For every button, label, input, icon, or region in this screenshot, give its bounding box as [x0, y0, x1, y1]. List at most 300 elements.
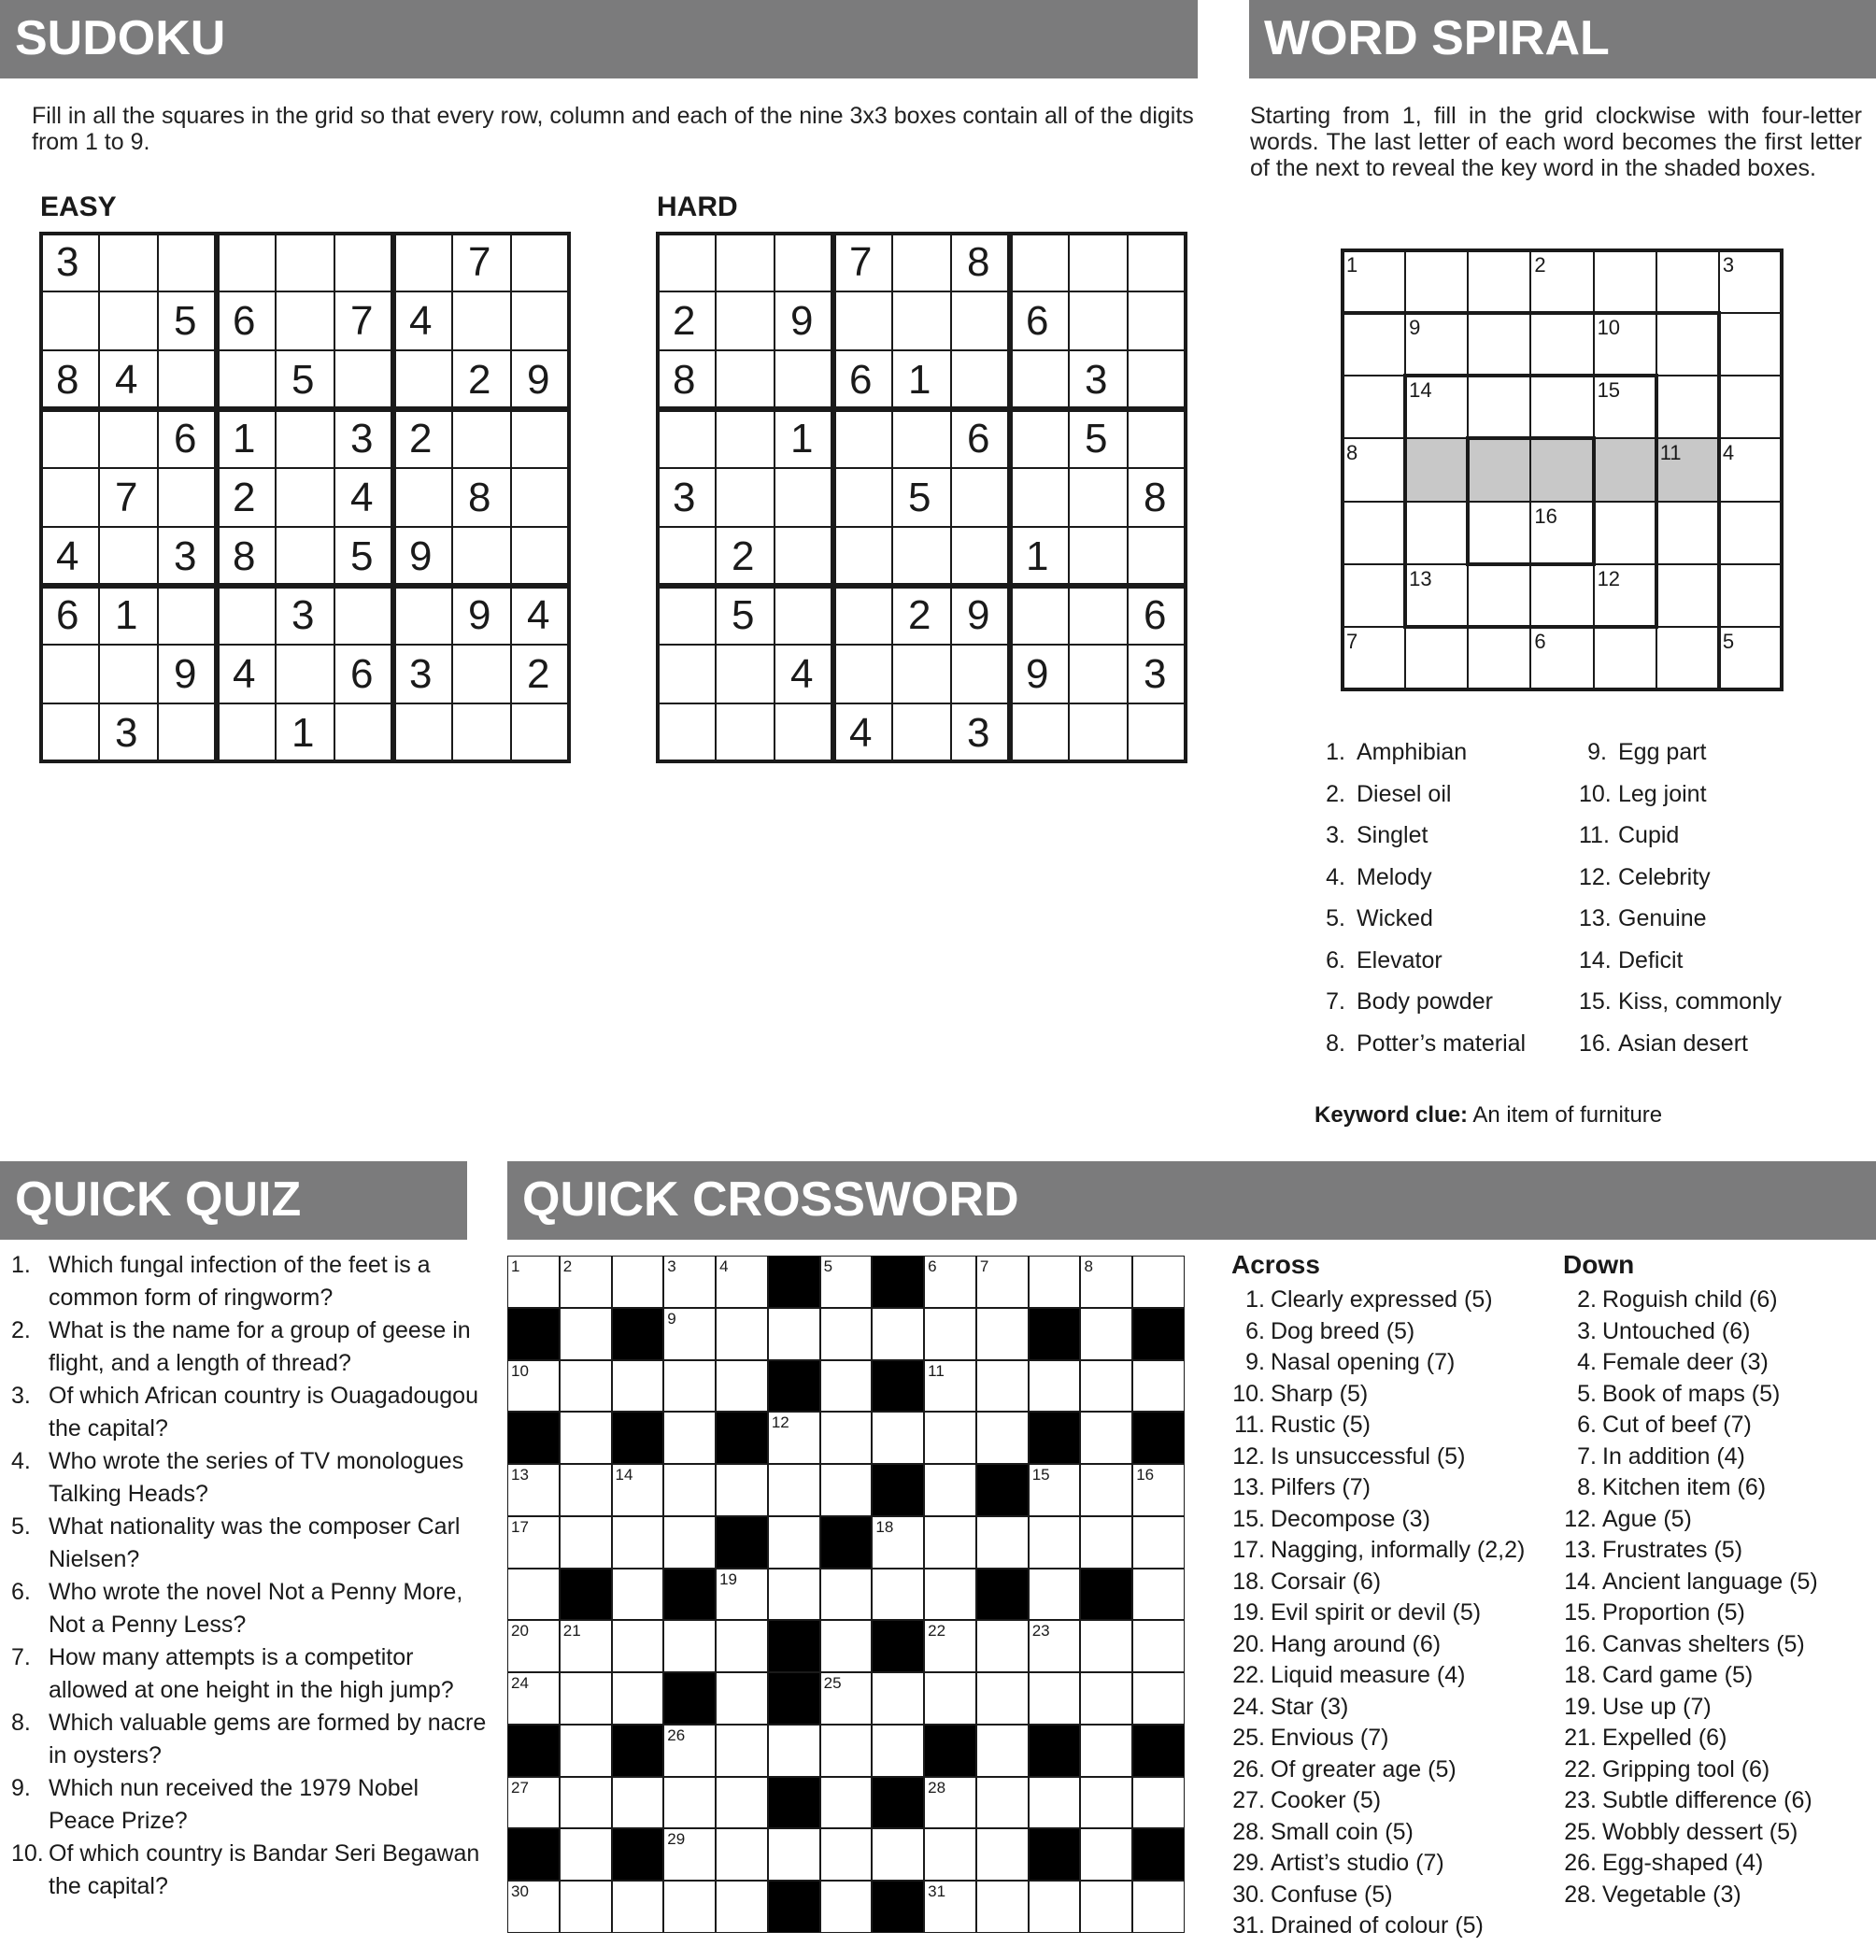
crossword-cell[interactable]: [560, 1308, 612, 1360]
spiral-cell[interactable]: [1405, 250, 1468, 313]
sudoku-easy-cell[interactable]: 3: [334, 409, 393, 468]
sudoku-easy-cell[interactable]: [452, 409, 511, 468]
sudoku-hard-cell[interactable]: [775, 703, 833, 762]
crossword-cell[interactable]: [1029, 1256, 1081, 1308]
crossword-cell[interactable]: [976, 1828, 1029, 1881]
crossword-cell[interactable]: [1132, 1777, 1185, 1829]
crossword-cell[interactable]: 10: [507, 1360, 560, 1413]
crossword-cell[interactable]: [560, 1412, 612, 1464]
sudoku-hard-cell[interactable]: 1: [775, 409, 833, 468]
crossword-cell[interactable]: 25: [820, 1672, 873, 1725]
sudoku-hard-cell[interactable]: [833, 291, 892, 350]
spiral-cell[interactable]: [1343, 502, 1405, 564]
spiral-cell[interactable]: [1719, 502, 1782, 564]
sudoku-hard-cell[interactable]: [775, 527, 833, 586]
sudoku-hard-cell[interactable]: [657, 703, 716, 762]
sudoku-easy-cell[interactable]: [217, 703, 276, 762]
crossword-cell[interactable]: [872, 1672, 924, 1725]
crossword-cell[interactable]: [820, 1360, 873, 1413]
crossword-cell[interactable]: [1029, 1360, 1081, 1413]
crossword-cell[interactable]: [560, 1464, 612, 1516]
sudoku-hard-cell[interactable]: 8: [951, 233, 1010, 291]
crossword-cell[interactable]: [663, 1777, 716, 1829]
sudoku-hard-cell[interactable]: [833, 468, 892, 527]
sudoku-hard-cell[interactable]: [657, 409, 716, 468]
sudoku-hard-cell[interactable]: [1010, 703, 1069, 762]
sudoku-easy-cell[interactable]: 2: [511, 645, 570, 703]
crossword-cell[interactable]: [924, 1464, 976, 1516]
crossword-cell[interactable]: 13: [507, 1464, 560, 1516]
sudoku-easy-cell[interactable]: [40, 409, 99, 468]
sudoku-easy-cell[interactable]: 7: [334, 291, 393, 350]
sudoku-hard-cell[interactable]: 5: [1069, 409, 1128, 468]
crossword-cell[interactable]: 3: [663, 1256, 716, 1308]
crossword-cell[interactable]: 17: [507, 1516, 560, 1569]
sudoku-hard-cell[interactable]: 5: [892, 468, 951, 527]
crossword-cell[interactable]: 29: [663, 1828, 716, 1881]
crossword-cell[interactable]: 14: [612, 1464, 664, 1516]
crossword-cell[interactable]: [1132, 1516, 1185, 1569]
sudoku-hard-cell[interactable]: 4: [775, 645, 833, 703]
crossword-cell[interactable]: 2: [560, 1256, 612, 1308]
spiral-cell[interactable]: [1719, 376, 1782, 438]
sudoku-hard-cell[interactable]: [657, 586, 716, 645]
crossword-cell[interactable]: [612, 1569, 664, 1621]
spiral-cell[interactable]: 14: [1405, 376, 1468, 438]
crossword-cell[interactable]: [1080, 1360, 1132, 1413]
sudoku-easy-cell[interactable]: [511, 409, 570, 468]
crossword-cell[interactable]: 15: [1029, 1464, 1081, 1516]
sudoku-easy-cell[interactable]: [452, 527, 511, 586]
sudoku-easy-cell[interactable]: [217, 586, 276, 645]
crossword-cell[interactable]: [768, 1464, 820, 1516]
sudoku-hard-cell[interactable]: 6: [1010, 291, 1069, 350]
crossword-cell[interactable]: [820, 1777, 873, 1829]
sudoku-hard-cell[interactable]: 3: [1128, 645, 1187, 703]
crossword-cell[interactable]: [1029, 1881, 1081, 1933]
crossword-cell[interactable]: [612, 1620, 664, 1672]
sudoku-easy-cell[interactable]: 2: [217, 468, 276, 527]
crossword-cell[interactable]: [560, 1672, 612, 1725]
crossword-cell[interactable]: [1080, 1828, 1132, 1881]
crossword-cell[interactable]: [1080, 1516, 1132, 1569]
sudoku-easy-cell[interactable]: [393, 233, 452, 291]
sudoku-easy-cell[interactable]: 3: [276, 586, 334, 645]
sudoku-hard-cell[interactable]: [892, 233, 951, 291]
sudoku-hard-cell[interactable]: [1069, 645, 1128, 703]
sudoku-hard-cell[interactable]: [716, 233, 775, 291]
spiral-cell[interactable]: 10: [1594, 313, 1656, 376]
crossword-cell[interactable]: 4: [716, 1256, 768, 1308]
sudoku-hard-cell[interactable]: 8: [657, 350, 716, 409]
crossword-cell[interactable]: [820, 1725, 873, 1777]
crossword-cell[interactable]: [560, 1516, 612, 1569]
crossword-cell[interactable]: [663, 1360, 716, 1413]
sudoku-hard-cell[interactable]: [1128, 409, 1187, 468]
crossword-cell[interactable]: [924, 1516, 976, 1569]
sudoku-hard-cell[interactable]: [892, 409, 951, 468]
spiral-cell[interactable]: [1594, 250, 1656, 313]
crossword-cell[interactable]: [976, 1412, 1029, 1464]
sudoku-easy-cell[interactable]: 1: [99, 586, 158, 645]
spiral-cell[interactable]: [1594, 627, 1656, 689]
sudoku-easy-cell[interactable]: [393, 586, 452, 645]
sudoku-easy-cell[interactable]: [511, 468, 570, 527]
crossword-cell[interactable]: [1080, 1881, 1132, 1933]
sudoku-hard-cell[interactable]: [775, 586, 833, 645]
sudoku-easy-cell[interactable]: 8: [217, 527, 276, 586]
sudoku-easy-cell[interactable]: [158, 468, 217, 527]
crossword-cell[interactable]: [768, 1308, 820, 1360]
sudoku-easy-cell[interactable]: 1: [217, 409, 276, 468]
sudoku-hard-cell[interactable]: [951, 291, 1010, 350]
crossword-cell[interactable]: [1080, 1777, 1132, 1829]
sudoku-easy-cell[interactable]: 7: [452, 233, 511, 291]
crossword-cell[interactable]: [612, 1360, 664, 1413]
crossword-cell[interactable]: 27: [507, 1777, 560, 1829]
spiral-cell[interactable]: [1656, 250, 1719, 313]
sudoku-hard-cell[interactable]: [1069, 527, 1128, 586]
crossword-cell[interactable]: 8: [1080, 1256, 1132, 1308]
crossword-cell[interactable]: [612, 1256, 664, 1308]
crossword-cell[interactable]: [716, 1464, 768, 1516]
sudoku-easy-cell[interactable]: 9: [511, 350, 570, 409]
crossword-grid[interactable]: [507, 1256, 1185, 1933]
sudoku-hard-cell[interactable]: [775, 468, 833, 527]
crossword-cell[interactable]: 21: [560, 1620, 612, 1672]
crossword-cell[interactable]: [976, 1672, 1029, 1725]
sudoku-hard-cell[interactable]: [833, 527, 892, 586]
sudoku-hard-cell[interactable]: [716, 645, 775, 703]
sudoku-hard-cell[interactable]: [951, 527, 1010, 586]
crossword-cell[interactable]: [1080, 1464, 1132, 1516]
spiral-cell[interactable]: [1405, 502, 1468, 564]
crossword-cell[interactable]: [976, 1881, 1029, 1933]
crossword-cell[interactable]: [716, 1725, 768, 1777]
sudoku-easy-cell[interactable]: [158, 233, 217, 291]
spiral-cell[interactable]: [1656, 376, 1719, 438]
crossword-cell[interactable]: 23: [1029, 1620, 1081, 1672]
sudoku-easy-cell[interactable]: [276, 527, 334, 586]
sudoku-easy-cell[interactable]: [217, 350, 276, 409]
crossword-cell[interactable]: 18: [872, 1516, 924, 1569]
sudoku-hard-cell[interactable]: [1010, 468, 1069, 527]
crossword-cell[interactable]: [1080, 1412, 1132, 1464]
spiral-cell[interactable]: [1530, 438, 1593, 501]
crossword-cell[interactable]: [1029, 1777, 1081, 1829]
sudoku-hard-cell[interactable]: [1128, 233, 1187, 291]
crossword-cell[interactable]: [768, 1569, 820, 1621]
crossword-cell[interactable]: [820, 1569, 873, 1621]
crossword-cell[interactable]: 16: [1132, 1464, 1185, 1516]
crossword-cell[interactable]: [976, 1516, 1029, 1569]
crossword-cell[interactable]: [1080, 1672, 1132, 1725]
sudoku-hard-cell[interactable]: [775, 350, 833, 409]
crossword-cell[interactable]: [560, 1881, 612, 1933]
sudoku-hard-cell[interactable]: [1069, 233, 1128, 291]
sudoku-hard-cell[interactable]: 8: [1128, 468, 1187, 527]
sudoku-hard-cell[interactable]: [951, 645, 1010, 703]
sudoku-easy-cell[interactable]: 6: [334, 645, 393, 703]
sudoku-easy-cell[interactable]: [511, 291, 570, 350]
spiral-cell[interactable]: 5: [1719, 627, 1782, 689]
crossword-cell[interactable]: 11: [924, 1360, 976, 1413]
sudoku-easy-cell[interactable]: [452, 703, 511, 762]
sudoku-hard-cell[interactable]: 3: [1069, 350, 1128, 409]
spiral-cell[interactable]: [1343, 313, 1405, 376]
crossword-cell[interactable]: [1132, 1672, 1185, 1725]
spiral-cell[interactable]: 11: [1656, 438, 1719, 501]
crossword-cell[interactable]: [872, 1308, 924, 1360]
sudoku-hard-cell[interactable]: [892, 291, 951, 350]
sudoku-hard-cell[interactable]: [657, 233, 716, 291]
sudoku-hard-grid[interactable]: [657, 233, 1187, 762]
sudoku-easy-cell[interactable]: [511, 527, 570, 586]
crossword-cell[interactable]: [560, 1777, 612, 1829]
sudoku-hard-cell[interactable]: 3: [951, 703, 1010, 762]
sudoku-easy-cell[interactable]: [40, 703, 99, 762]
spiral-cell[interactable]: [1468, 250, 1530, 313]
sudoku-easy-cell[interactable]: 4: [217, 645, 276, 703]
crossword-cell[interactable]: [976, 1725, 1029, 1777]
sudoku-easy-cell[interactable]: [276, 409, 334, 468]
spiral-cell[interactable]: [1343, 564, 1405, 627]
spiral-cell[interactable]: [1719, 313, 1782, 376]
sudoku-easy-cell[interactable]: 5: [158, 291, 217, 350]
sudoku-easy-cell[interactable]: 6: [217, 291, 276, 350]
crossword-cell[interactable]: [1132, 1256, 1185, 1308]
spiral-cell[interactable]: [1530, 313, 1593, 376]
sudoku-easy-cell[interactable]: [99, 409, 158, 468]
crossword-cell[interactable]: [1132, 1620, 1185, 1672]
crossword-cell[interactable]: [663, 1620, 716, 1672]
sudoku-hard-cell[interactable]: 2: [892, 586, 951, 645]
sudoku-hard-cell[interactable]: [1128, 291, 1187, 350]
spiral-cell[interactable]: 2: [1530, 250, 1593, 313]
crossword-cell[interactable]: [924, 1672, 976, 1725]
spiral-cell[interactable]: [1343, 376, 1405, 438]
sudoku-hard-cell[interactable]: 2: [657, 291, 716, 350]
sudoku-hard-cell[interactable]: [892, 703, 951, 762]
sudoku-easy-cell[interactable]: 5: [334, 527, 393, 586]
crossword-cell[interactable]: [663, 1881, 716, 1933]
spiral-cell[interactable]: [1530, 376, 1593, 438]
sudoku-easy-cell[interactable]: [276, 233, 334, 291]
sudoku-easy-cell[interactable]: 3: [393, 645, 452, 703]
crossword-cell[interactable]: [716, 1777, 768, 1829]
sudoku-easy-cell[interactable]: [511, 703, 570, 762]
sudoku-easy-cell[interactable]: [158, 350, 217, 409]
sudoku-easy-cell[interactable]: 6: [158, 409, 217, 468]
crossword-cell[interactable]: 28: [924, 1777, 976, 1829]
sudoku-hard-cell[interactable]: 1: [1010, 527, 1069, 586]
crossword-cell[interactable]: 5: [820, 1256, 873, 1308]
crossword-cell[interactable]: 6: [924, 1256, 976, 1308]
sudoku-hard-cell[interactable]: [1069, 586, 1128, 645]
crossword-cell[interactable]: 30: [507, 1881, 560, 1933]
sudoku-easy-grid[interactable]: [40, 233, 570, 762]
crossword-cell[interactable]: [872, 1569, 924, 1621]
sudoku-hard-cell[interactable]: [892, 645, 951, 703]
crossword-cell[interactable]: 1: [507, 1256, 560, 1308]
sudoku-easy-cell[interactable]: [99, 645, 158, 703]
sudoku-easy-cell[interactable]: [99, 527, 158, 586]
sudoku-hard-cell[interactable]: [833, 409, 892, 468]
sudoku-easy-cell[interactable]: [276, 468, 334, 527]
crossword-cell[interactable]: 19: [716, 1569, 768, 1621]
sudoku-easy-cell[interactable]: 4: [334, 468, 393, 527]
crossword-cell[interactable]: [1080, 1620, 1132, 1672]
crossword-cell[interactable]: [716, 1308, 768, 1360]
crossword-cell[interactable]: [872, 1725, 924, 1777]
sudoku-easy-cell[interactable]: [393, 468, 452, 527]
crossword-cell[interactable]: [716, 1360, 768, 1413]
crossword-cell[interactable]: [1132, 1569, 1185, 1621]
sudoku-easy-cell[interactable]: 3: [158, 527, 217, 586]
sudoku-easy-cell[interactable]: [334, 586, 393, 645]
spiral-cell[interactable]: 8: [1343, 438, 1405, 501]
crossword-cell[interactable]: [560, 1725, 612, 1777]
crossword-cell[interactable]: [663, 1516, 716, 1569]
crossword-cell[interactable]: [768, 1725, 820, 1777]
sudoku-easy-cell[interactable]: 3: [99, 703, 158, 762]
sudoku-easy-cell[interactable]: [40, 645, 99, 703]
sudoku-easy-cell[interactable]: [511, 233, 570, 291]
crossword-cell[interactable]: [1080, 1308, 1132, 1360]
sudoku-easy-cell[interactable]: 4: [40, 527, 99, 586]
spiral-cell[interactable]: [1656, 502, 1719, 564]
sudoku-hard-cell[interactable]: [1128, 350, 1187, 409]
sudoku-easy-cell[interactable]: 3: [40, 233, 99, 291]
sudoku-easy-cell[interactable]: 9: [393, 527, 452, 586]
sudoku-hard-cell[interactable]: [833, 586, 892, 645]
spiral-cell[interactable]: [1594, 502, 1656, 564]
sudoku-easy-cell[interactable]: 8: [452, 468, 511, 527]
sudoku-hard-cell[interactable]: [1069, 468, 1128, 527]
crossword-cell[interactable]: [1132, 1881, 1185, 1933]
spiral-cell[interactable]: 16: [1530, 502, 1593, 564]
crossword-cell[interactable]: 20: [507, 1620, 560, 1672]
sudoku-hard-cell[interactable]: [1128, 703, 1187, 762]
sudoku-easy-cell[interactable]: 9: [452, 586, 511, 645]
sudoku-hard-cell[interactable]: 9: [1010, 645, 1069, 703]
sudoku-hard-cell[interactable]: 6: [951, 409, 1010, 468]
crossword-cell[interactable]: [768, 1828, 820, 1881]
crossword-cell[interactable]: 24: [507, 1672, 560, 1725]
crossword-cell[interactable]: [560, 1360, 612, 1413]
crossword-cell[interactable]: [663, 1464, 716, 1516]
sudoku-easy-cell[interactable]: 9: [158, 645, 217, 703]
sudoku-easy-cell[interactable]: 4: [511, 586, 570, 645]
sudoku-hard-cell[interactable]: [716, 468, 775, 527]
sudoku-easy-cell[interactable]: 7: [99, 468, 158, 527]
spiral-cell[interactable]: [1594, 438, 1656, 501]
crossword-cell[interactable]: [1132, 1360, 1185, 1413]
crossword-cell[interactable]: [1029, 1516, 1081, 1569]
crossword-cell[interactable]: [976, 1360, 1029, 1413]
crossword-cell[interactable]: [976, 1308, 1029, 1360]
spiral-cell[interactable]: 6: [1530, 627, 1593, 689]
sudoku-easy-cell[interactable]: [452, 645, 511, 703]
crossword-cell[interactable]: [872, 1828, 924, 1881]
sudoku-easy-cell[interactable]: [158, 586, 217, 645]
crossword-cell[interactable]: [924, 1569, 976, 1621]
crossword-cell[interactable]: [976, 1620, 1029, 1672]
sudoku-easy-cell[interactable]: [393, 703, 452, 762]
crossword-cell[interactable]: 9: [663, 1308, 716, 1360]
spiral-cell[interactable]: [1405, 627, 1468, 689]
crossword-cell[interactable]: [924, 1828, 976, 1881]
crossword-cell[interactable]: [612, 1516, 664, 1569]
crossword-cell[interactable]: [768, 1516, 820, 1569]
sudoku-easy-cell[interactable]: [334, 233, 393, 291]
sudoku-hard-cell[interactable]: [1128, 527, 1187, 586]
crossword-cell[interactable]: [507, 1569, 560, 1621]
crossword-cell[interactable]: 12: [768, 1412, 820, 1464]
crossword-cell[interactable]: [612, 1672, 664, 1725]
spiral-cell[interactable]: [1530, 564, 1593, 627]
spiral-cell[interactable]: 12: [1594, 564, 1656, 627]
crossword-cell[interactable]: 31: [924, 1881, 976, 1933]
spiral-cell[interactable]: [1656, 313, 1719, 376]
sudoku-hard-cell[interactable]: 1: [892, 350, 951, 409]
sudoku-easy-cell[interactable]: [334, 350, 393, 409]
sudoku-hard-cell[interactable]: [951, 350, 1010, 409]
spiral-cell[interactable]: [1468, 376, 1530, 438]
sudoku-easy-cell[interactable]: 6: [40, 586, 99, 645]
sudoku-easy-cell[interactable]: 2: [393, 409, 452, 468]
crossword-cell[interactable]: [1029, 1672, 1081, 1725]
sudoku-easy-cell[interactable]: [217, 233, 276, 291]
sudoku-hard-cell[interactable]: [716, 703, 775, 762]
crossword-cell[interactable]: 26: [663, 1725, 716, 1777]
spiral-cell[interactable]: [1468, 627, 1530, 689]
sudoku-hard-cell[interactable]: [892, 527, 951, 586]
sudoku-hard-cell[interactable]: [833, 645, 892, 703]
sudoku-hard-cell[interactable]: [775, 233, 833, 291]
crossword-cell[interactable]: [820, 1412, 873, 1464]
crossword-cell[interactable]: [612, 1881, 664, 1933]
sudoku-hard-cell[interactable]: [1010, 350, 1069, 409]
sudoku-easy-cell[interactable]: [99, 291, 158, 350]
sudoku-easy-cell[interactable]: 5: [276, 350, 334, 409]
sudoku-hard-cell[interactable]: 6: [1128, 586, 1187, 645]
sudoku-easy-cell[interactable]: [452, 291, 511, 350]
sudoku-hard-cell[interactable]: 6: [833, 350, 892, 409]
sudoku-easy-cell[interactable]: [276, 645, 334, 703]
spiral-cell[interactable]: 15: [1594, 376, 1656, 438]
spiral-cell[interactable]: [1468, 438, 1530, 501]
spiral-cell[interactable]: 1: [1343, 250, 1405, 313]
spiral-cell[interactable]: 3: [1719, 250, 1782, 313]
crossword-cell[interactable]: [716, 1672, 768, 1725]
sudoku-easy-cell[interactable]: 4: [99, 350, 158, 409]
crossword-cell[interactable]: [820, 1308, 873, 1360]
sudoku-easy-cell[interactable]: [40, 291, 99, 350]
spiral-cell[interactable]: [1468, 313, 1530, 376]
crossword-cell[interactable]: [612, 1777, 664, 1829]
sudoku-easy-cell[interactable]: 8: [40, 350, 99, 409]
sudoku-hard-cell[interactable]: 5: [716, 586, 775, 645]
sudoku-hard-cell[interactable]: 2: [716, 527, 775, 586]
crossword-cell[interactable]: [872, 1412, 924, 1464]
sudoku-easy-cell[interactable]: [99, 233, 158, 291]
crossword-cell[interactable]: [820, 1464, 873, 1516]
crossword-cell[interactable]: [1029, 1569, 1081, 1621]
spiral-cell[interactable]: [1656, 627, 1719, 689]
sudoku-hard-cell[interactable]: [716, 350, 775, 409]
sudoku-easy-cell[interactable]: [334, 703, 393, 762]
